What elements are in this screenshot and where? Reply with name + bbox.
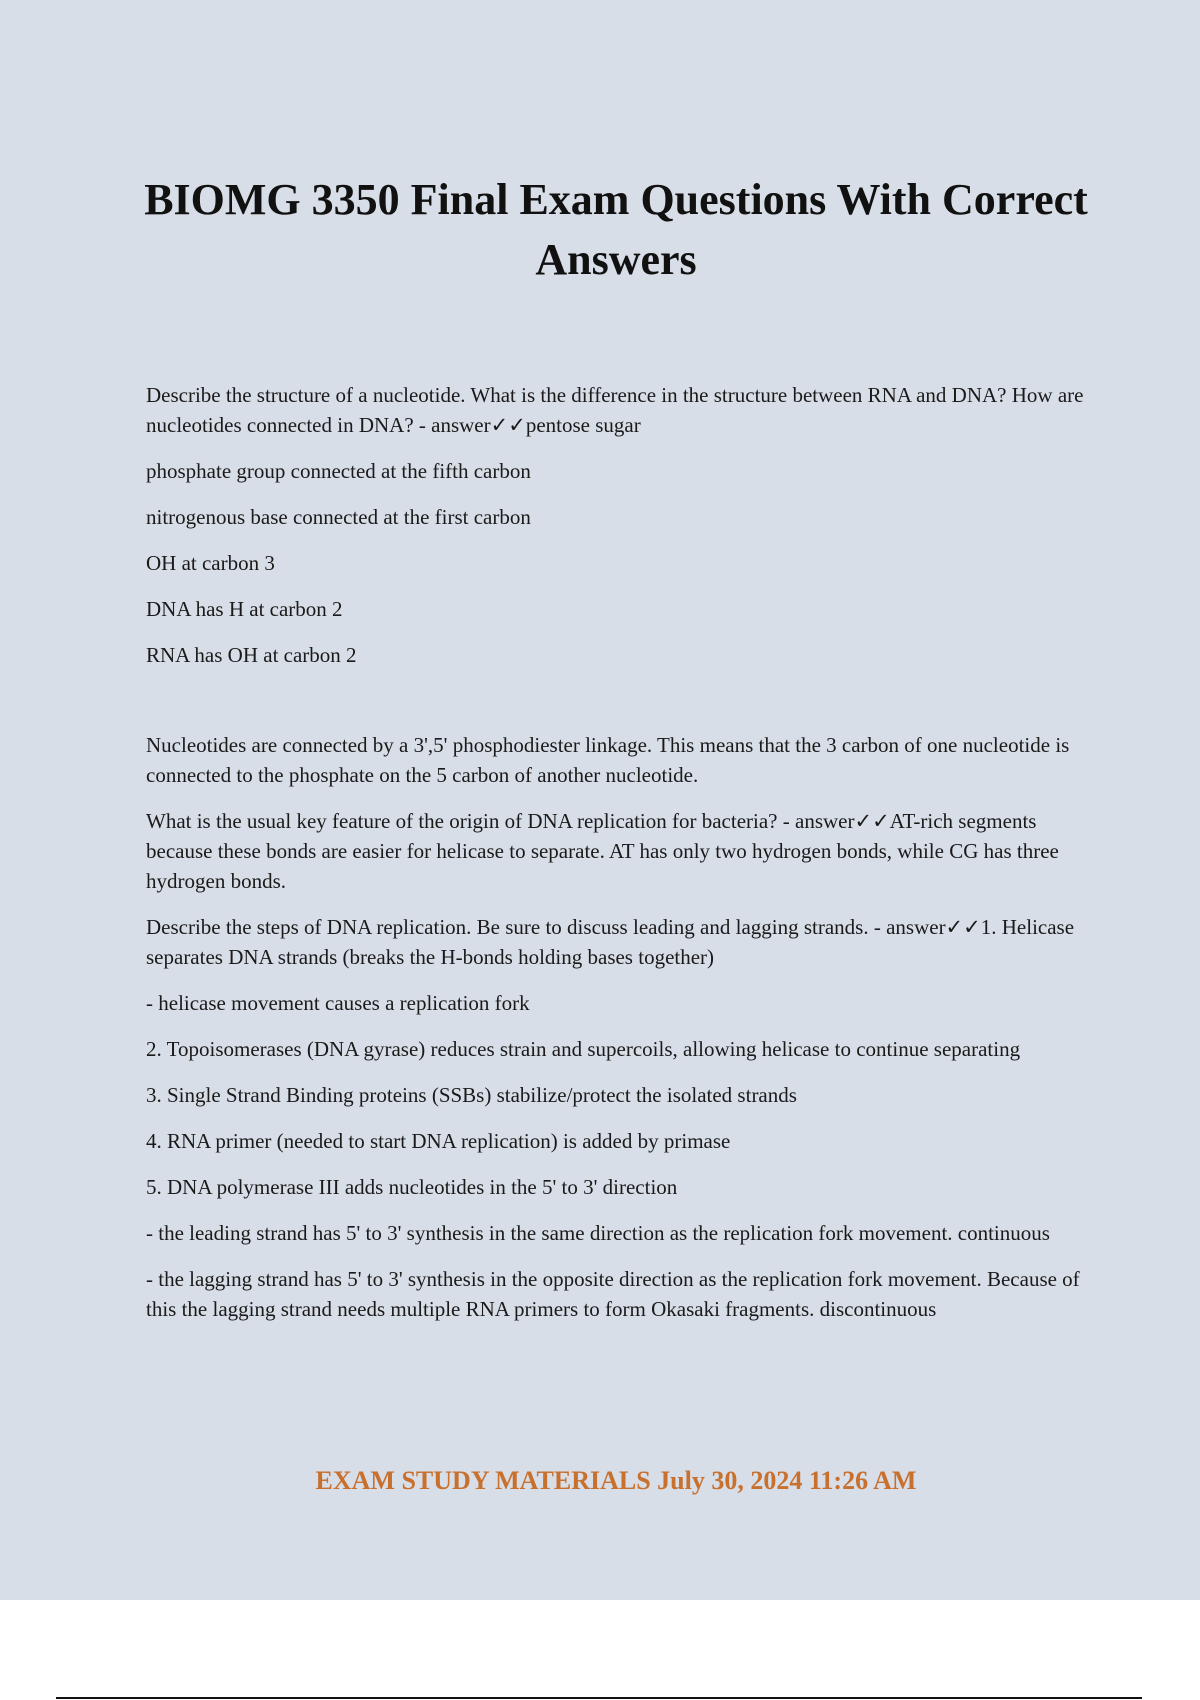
bottom-divider bbox=[56, 1697, 1142, 1699]
paragraph-nucleotide-question: Describe the structure of a nucleotide. What is the difference in the structure between RNA and DNA? How are nucleotides connected in DNA? - answer✓✓pentose sugar bbox=[146, 383, 1084, 437]
paragraph-rna-primer: 4. RNA primer (needed to start DNA replication) is added by primase bbox=[146, 1129, 731, 1153]
paragraph-replication-steps: Describe the steps of DNA replication. Be sure to discuss leading and lagging strands. - answer✓✓1. Helicase separates DNA strands (breaks the H-bonds holding bases together) bbox=[146, 915, 1075, 969]
paragraph-phosphodiester-linkage: Nucleotides are connected by a 3',5' phosphodiester linkage. This means that the 3 carbon of one nucleotide is connected to the phosphate on the 5 carbon of another nucleotide. bbox=[146, 733, 1070, 787]
paragraph-replication-fork: - helicase movement causes a replication fork bbox=[146, 991, 530, 1015]
paragraph-origin-replication: What is the usual key feature of the origin of DNA replication for bacteria? - answer✓✓AT-rich segments because these bonds are easier for helicase to separate. AT has only two hydrogen bonds, while CG has three hydrogen bonds. bbox=[146, 809, 1059, 893]
paragraph-dna-polymerase: 5. DNA polymerase III adds nucleotides in the 5' to 3' direction bbox=[146, 1175, 678, 1199]
document-title: BIOMG 3350 Final Exam Questions With Correct Answers bbox=[144, 175, 1088, 284]
paragraph-nitrogenous-base: nitrogenous base connected at the first carbon bbox=[146, 505, 531, 529]
paragraph-rna-oh-carbon-2: RNA has OH at carbon 2 bbox=[146, 643, 357, 667]
paragraph-topoisomerases: 2. Topoisomerases (DNA gyrase) reduces strain and supercoils, allowing helicase to continue separating bbox=[146, 1037, 1021, 1061]
paragraph-leading-strand: - the leading strand has 5' to 3' synthesis in the same direction as the replication fork movement. continuous bbox=[146, 1221, 1050, 1245]
study-materials-footer: EXAM STUDY MATERIALS July 30, 2024 11:26 AM bbox=[315, 1466, 917, 1495]
document-body bbox=[146, 380, 1090, 1340]
paragraph-dna-h-carbon-2: DNA has H at carbon 2 bbox=[146, 597, 343, 621]
paragraph-lagging-strand: - the lagging strand has 5' to 3' synthesis in the opposite direction as the replication fork movement. Because of this the lagging strand needs multiple RNA primers to form Okasaki fragments. discontinuous bbox=[146, 1267, 1080, 1321]
paragraph-phosphate-group: phosphate group connected at the fifth carbon bbox=[146, 459, 531, 483]
paragraph-ssb-proteins: 3. Single Strand Binding proteins (SSBs) stabilize/protect the isolated strands bbox=[146, 1083, 797, 1107]
paragraph-oh-carbon-3: OH at carbon 3 bbox=[146, 551, 275, 575]
